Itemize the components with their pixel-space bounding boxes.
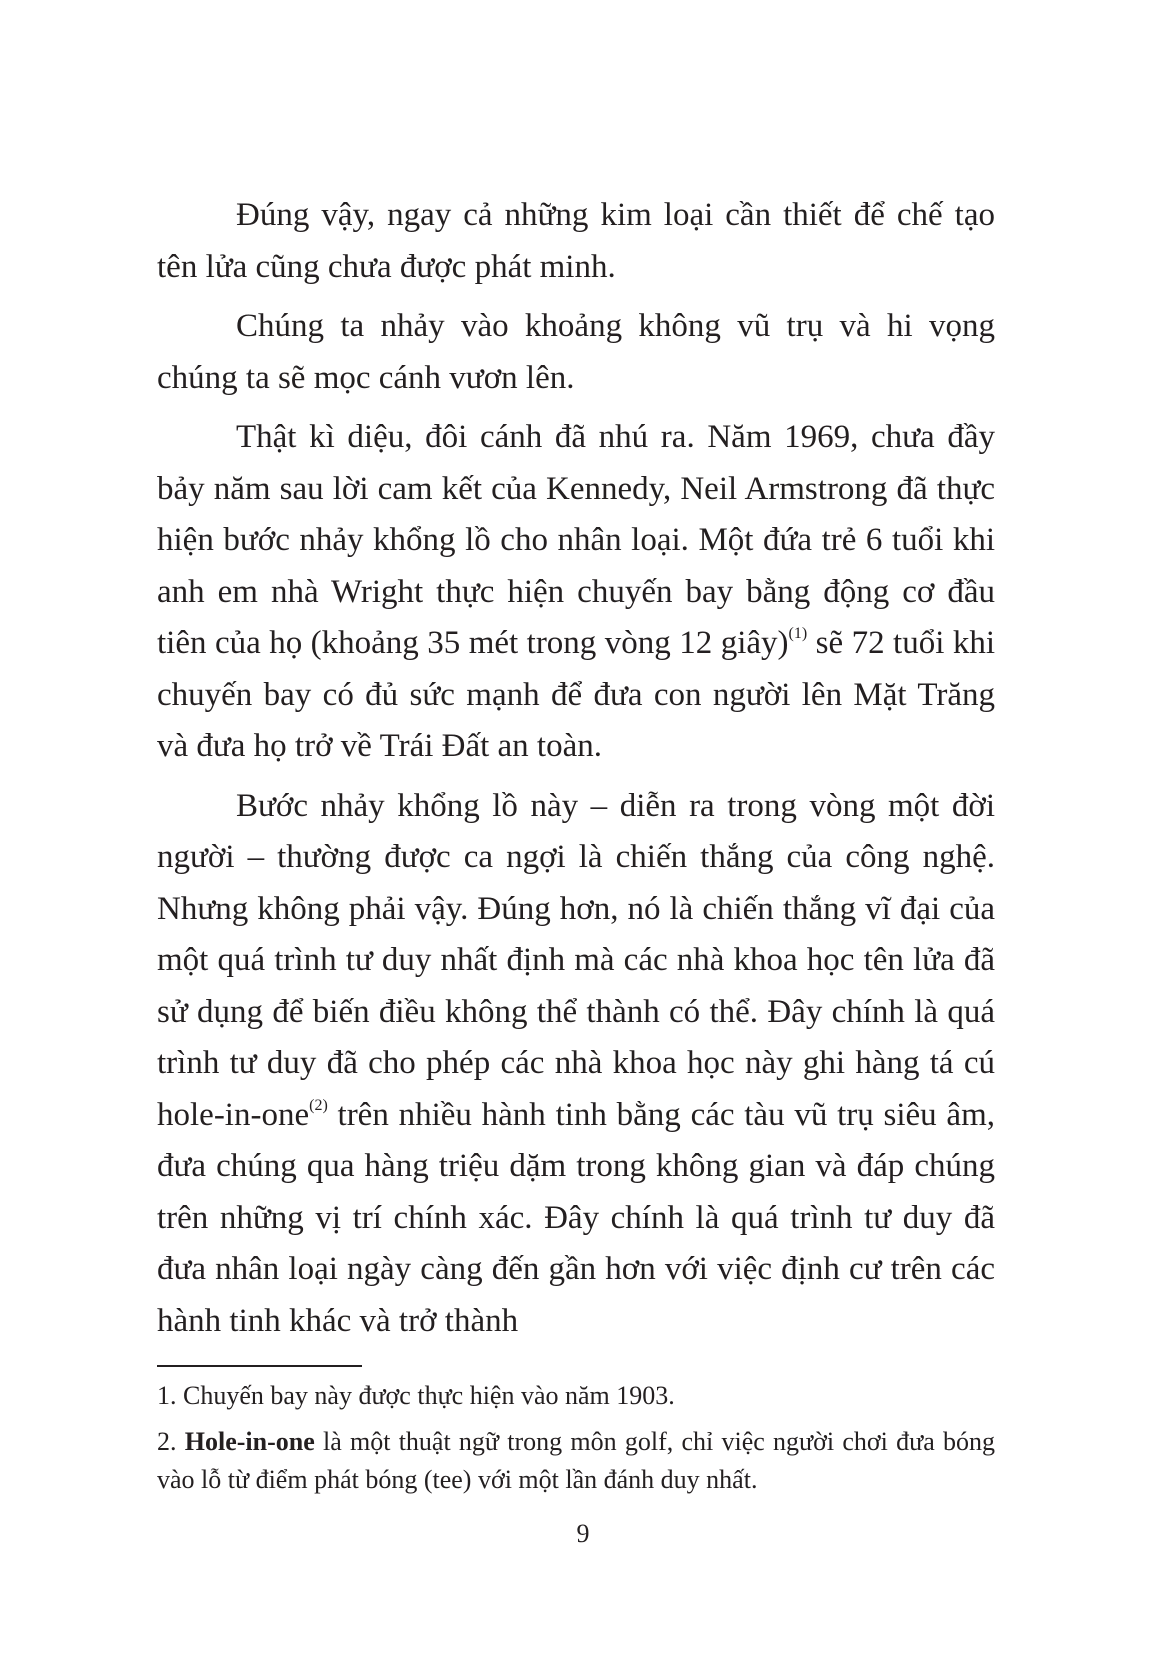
footnote-text: Chuyến bay này được thực hiện vào năm 1903. <box>183 1381 675 1410</box>
paragraph-1 <box>157 190 995 293</box>
paragraph-3 <box>157 412 995 773</box>
footnote-number: 2. <box>157 1427 177 1456</box>
footnotes <box>157 1377 995 1507</box>
footnote-reference-1: (1) <box>788 625 808 642</box>
paragraph-4 <box>157 781 995 1348</box>
footnote-term: Hole-in-one <box>184 1427 315 1456</box>
paragraph-text: sẽ 72 tuổi khi chuyến bay có đủ sức mạnh để đưa con người lên Mặt Trăng và đưa họ trở về Trái Đất an toàn. <box>157 625 995 764</box>
footnote-separator <box>157 1365 362 1367</box>
paragraph-text: Đúng vậy, ngay cả những kim loại cần thiết để chế tạo tên lửa cũng chưa được phát minh. <box>157 197 995 285</box>
footnote-text: là một thuật ngữ trong môn golf, chỉ việc người chơi đưa bóng vào lỗ từ điểm phát bóng (tee) với một lần đánh duy nhất. <box>157 1427 996 1494</box>
footnote-2 <box>157 1423 995 1499</box>
paragraph-2 <box>157 301 995 404</box>
footnote-number: 1. <box>157 1381 177 1410</box>
paragraph-text: Thật kì diệu, đôi cánh đã nhú ra. Năm 1969, chưa đầy bảy năm sau lời cam kết của Kennedy, Neil Armstrong đã thực hiện bước nhảy khổng lồ cho nhân loại. Một đứa trẻ 6 tuổi khi anh em nhà Wright thực hiện chuyến bay bằng động cơ đầu tiên của họ (khoảng 35 mét trong vòng 12 giây) <box>157 419 995 661</box>
footnote-1 <box>157 1377 995 1415</box>
paragraph-text: Chúng ta nhảy vào khoảng không vũ trụ và hi vọng chúng ta sẽ mọc cánh vươn lên. <box>157 308 995 396</box>
paragraph-text: trên nhiều hành tinh bằng các tàu vũ trụ siêu âm, đưa chúng qua hàng triệu dặm trong không gian và đáp chúng trên những vị trí chính xác. Đây chính là quá trình tư duy đã đưa nhân loại ngày càng đến gần hơn với việc định cư trên các hành tinh khác và trở thành <box>157 1096 995 1339</box>
body-text <box>157 190 995 1347</box>
paragraph-text: Bước nhảy khổng lồ này – diễn ra trong vòng một đời người – thường được ca ngợi là chiến thắng của công nghệ. Nhưng không phải vậy. Đúng hơn, nó là chiến thắng vĩ đại của một quá trình tư duy nhất định mà các nhà khoa học tên lửa đã sử dụng để biến điều không thể thành có thể. Đây chính là quá trình tư duy đã cho phép các nhà khoa học này ghi hàng tá cú hole-in-one <box>157 787 995 1133</box>
page-number: 9 <box>576 1519 590 1548</box>
footnote-reference-2: (2) <box>309 1096 328 1114</box>
